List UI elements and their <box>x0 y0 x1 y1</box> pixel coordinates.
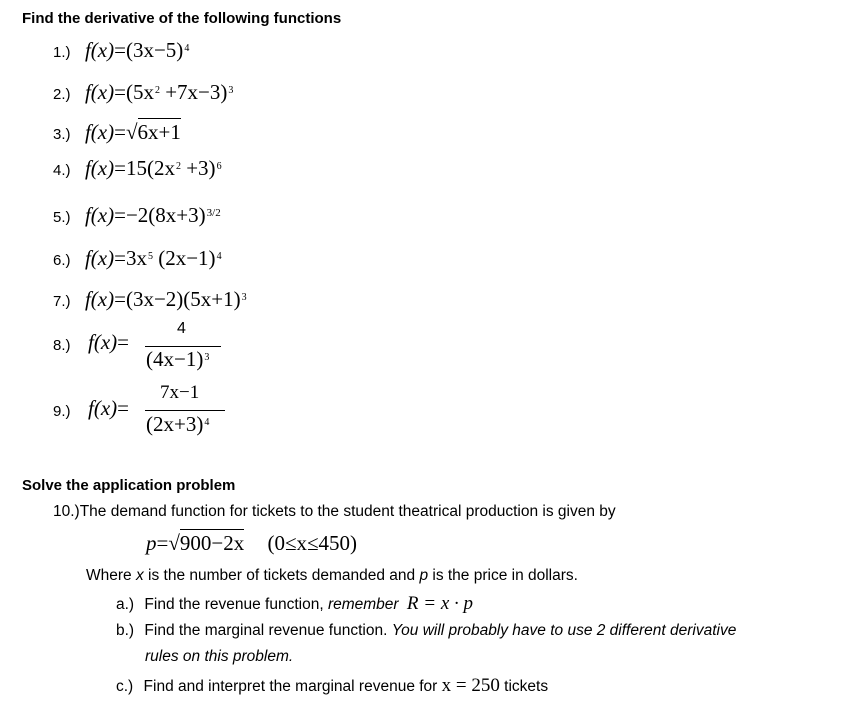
exponent: 3 <box>228 85 234 96</box>
function-name: f(x) <box>84 38 115 62</box>
problem-9-number: 9.) <box>53 403 71 420</box>
expression: (5x <box>125 80 154 104</box>
problem-8-number: 8.) <box>53 337 71 354</box>
section-title: Find the derivative of the following functions <box>22 10 342 27</box>
function-name: f(x) <box>84 156 115 180</box>
problem-number: 6.) <box>53 252 71 269</box>
numerator: 4 <box>177 320 186 337</box>
expression: 15(2x <box>125 156 175 180</box>
problem-number: 4.) <box>53 162 71 179</box>
inner-exponent: 5 <box>147 251 153 262</box>
expression: 3x <box>125 246 147 270</box>
problem-5: 5.) $f(x)=-2(8x+3)^{3/2}$ <box>53 203 221 227</box>
function-name: f(x) <box>84 246 115 270</box>
problem-9-lhs: f(x)= <box>88 396 129 420</box>
part-c: c.) Find and interpret the marginal revenue for x = 250 tickets <box>116 675 549 696</box>
problem-8-lhs: f(x)= <box>88 330 129 354</box>
function-name: f(x) <box>88 396 118 420</box>
problem-4: 4.) $f(x)=15(2x^2 +3)^6$ <box>53 156 222 180</box>
problem-1: 1.) $f(x)=(3x-5)^4$ <box>53 38 190 62</box>
expression: (3x−2)(5x+1) <box>125 287 241 311</box>
problem-3: 3.) f(x)=√6x+1 <box>53 120 181 144</box>
inner-exponent: 2 <box>154 85 160 96</box>
exponent: 6 <box>216 161 222 172</box>
application-title: Solve the application problem <box>22 477 236 494</box>
radicand: 900−2x <box>179 531 245 555</box>
function-name: f(x) <box>84 120 115 144</box>
expression-rest: +7x−3) <box>159 80 228 104</box>
problem-6: 6.) $f(x)=3x^5$ $(2x-1)^4$ <box>53 246 222 270</box>
part-a: a.) Find the revenue function, remember R = x · p <box>116 593 474 614</box>
problem-7: 7.) $f(x)=(3x-2)(5x+1)^3$ <box>53 287 247 311</box>
problem-2: 2.) $f(x)=(5x^2 +7x-3)^3$ <box>53 80 234 104</box>
problem-number: 3.) <box>53 126 71 143</box>
inner-exponent: 2 <box>175 161 181 172</box>
exponent: 4 <box>204 417 210 428</box>
problem-number: 2.) <box>53 86 71 103</box>
radical-sign: √ <box>168 531 180 555</box>
domain: (0≤x≤450) <box>267 531 358 555</box>
denominator: $(4x-1)^3$ <box>146 347 210 371</box>
problem-number: 5.) <box>53 209 71 226</box>
problem-number: 7.) <box>53 293 71 310</box>
function-name: f(x) <box>84 80 115 104</box>
part-label: b.) <box>116 622 135 639</box>
exponent: 4 <box>184 43 190 54</box>
where-line: Where x is the number of tickets demanded and p is the price in dollars. <box>86 567 578 584</box>
numerator: 7x−1 <box>160 382 200 403</box>
price-variable: p <box>146 531 157 555</box>
expression: −2(8x+3) <box>125 203 206 227</box>
part-b-continued: rules on this problem. <box>145 648 294 665</box>
part-label: c.) <box>116 678 134 695</box>
application-intro: 10.)The demand function for tickets to the student theatrical production is given by <box>53 503 616 520</box>
exponent: 4 <box>216 251 222 262</box>
exponent: 3 <box>241 292 247 303</box>
function-name: f(x) <box>88 330 118 354</box>
function-name: f(x) <box>84 203 115 227</box>
x-value: x = 250 <box>441 675 500 696</box>
part-b: b.) Find the marginal revenue function. You will probably have to use 2 different derivative <box>116 622 737 639</box>
exponent: 3 <box>204 352 210 363</box>
expression: (3x−5) <box>125 38 184 62</box>
revenue-formula: R = x · p <box>406 593 474 614</box>
denominator: $(2x+3)^4$ <box>146 412 210 436</box>
demand-formula: p=√900−2x (0≤x≤450) <box>146 531 358 555</box>
problem-number: 1.) <box>53 44 71 61</box>
part-label: a.) <box>116 596 135 613</box>
radicand: 6x+1 <box>137 120 181 144</box>
expression-rest: +3) <box>180 156 216 180</box>
function-name: f(x) <box>84 287 115 311</box>
radical-sign: √ <box>125 120 138 144</box>
fraction-bar <box>145 410 225 411</box>
exponent: 3/2 <box>206 207 221 219</box>
expression-rest: (2x−1) <box>152 246 216 270</box>
